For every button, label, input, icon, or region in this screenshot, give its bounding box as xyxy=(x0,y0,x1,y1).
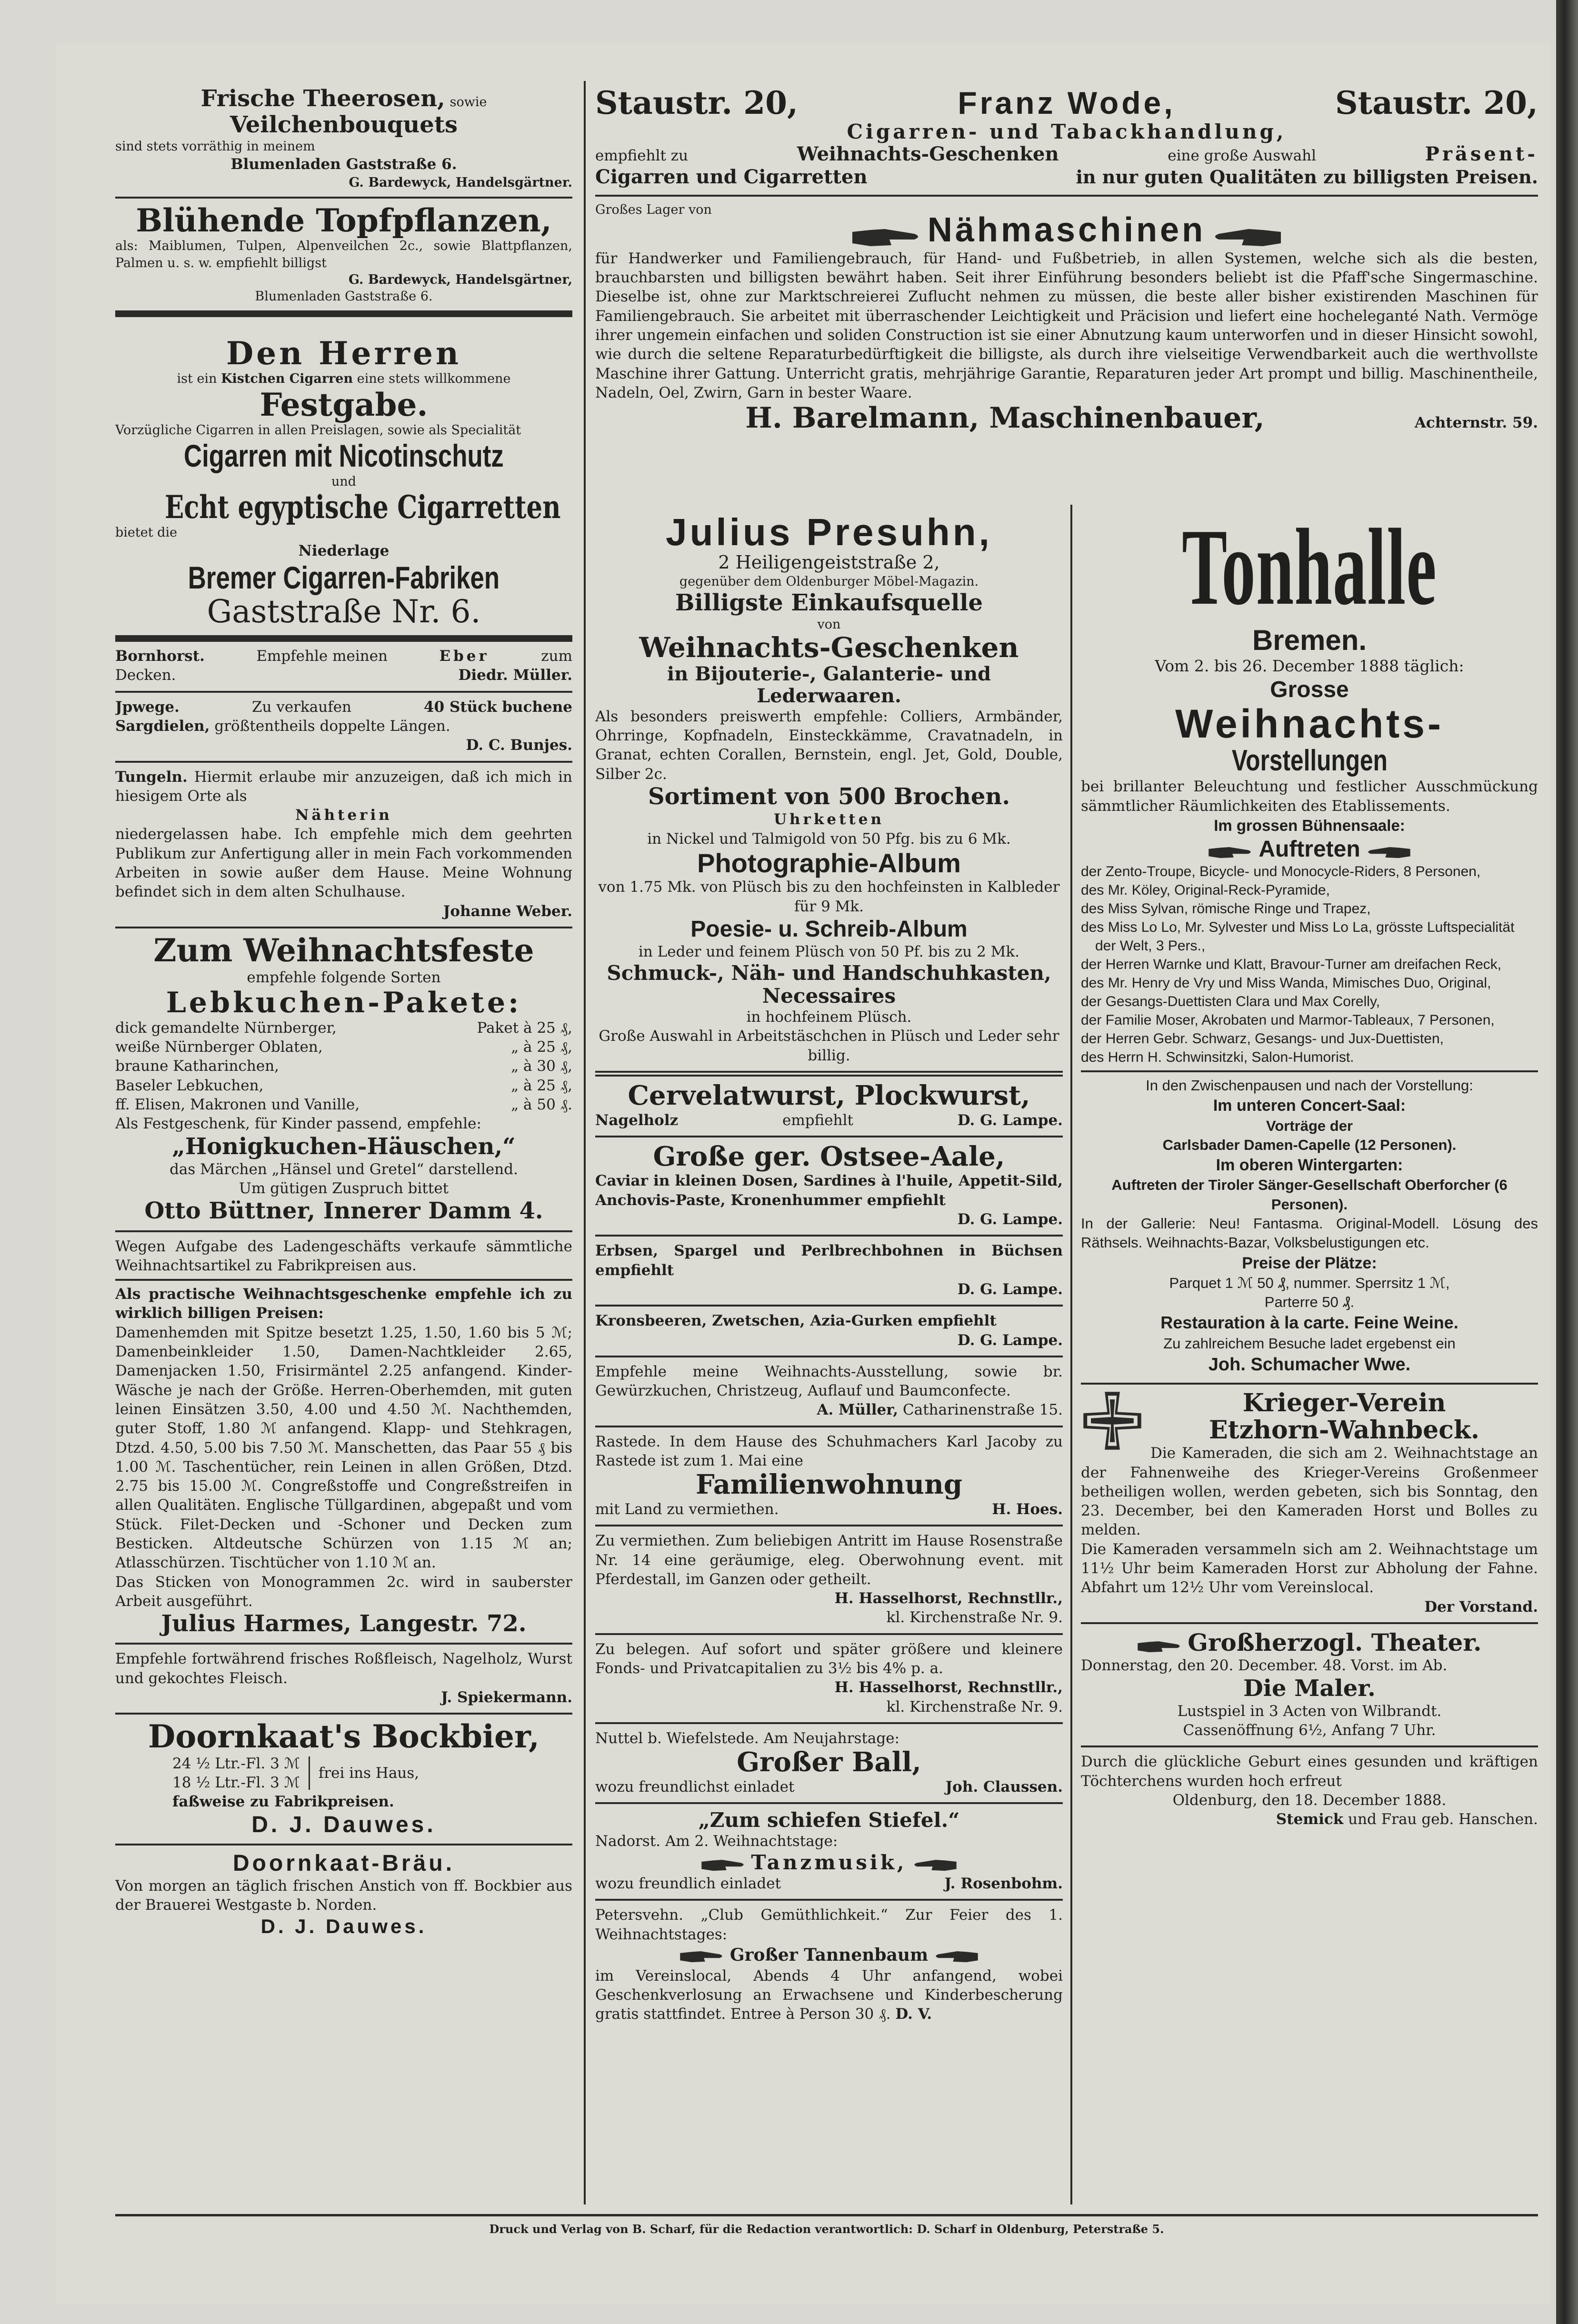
text: Als practische Weihnachtsgeschenke empfehle ich zu wirklich billigen Preisen: xyxy=(115,1286,572,1322)
signature: Joh. Schumacher Wwe. xyxy=(1208,1355,1411,1375)
place: Jpwege. xyxy=(115,698,180,716)
address: Gaststraße Nr. 6. xyxy=(207,593,481,630)
text: Cigarren- und Tabackhandlung, xyxy=(847,120,1287,143)
headline: Großherzogl. Theater. xyxy=(1188,1628,1482,1656)
pointing-hand-icon xyxy=(1137,1639,1183,1654)
imprint-footer: Druck und Verlag von B. Scharf, für die Redaction verantwortlich: D. Scharf in Oldenburg, Peterstraße 5. xyxy=(115,2214,1538,2236)
signature: D. G. Lampe. xyxy=(957,1280,1063,1298)
ad-zu-vermiethen xyxy=(595,1526,1063,1635)
text: Caviar in kleinen Dosen, Sardines à l'huile, Appetit-Sild, Anchovis-Paste, Kronenhummer empfiehlt xyxy=(595,1172,1063,1209)
ad-erbsen xyxy=(595,1237,1063,1307)
text: ist ein xyxy=(177,371,217,387)
text: gegenüber dem Oldenburger Möbel-Magazin. xyxy=(679,574,979,589)
text: eine stets willkommene xyxy=(357,371,511,387)
item-price: „ à 25 ₰, xyxy=(511,1038,572,1056)
place: Tungeln. xyxy=(115,768,188,786)
item-price: „ à 30 ₰, xyxy=(511,1057,572,1075)
signature: D. G. Lampe. xyxy=(957,1111,1063,1129)
text: Rastede. In dem Hause des Schuhmachers Karl Jacoby zu Rastede ist zum 1. Mai eine xyxy=(595,1433,1063,1470)
text: sowie xyxy=(449,95,487,110)
text: Weihnachts-Geschenken xyxy=(797,142,1059,165)
headline: Cervelatwurst, Plockwurst, xyxy=(628,1079,1030,1111)
text: Im unteren Concert-Saal: xyxy=(1213,1097,1406,1115)
text: frei ins Haus, xyxy=(318,1765,419,1782)
ad-topfpflanzen xyxy=(115,199,572,317)
headline: Tanzmusik, xyxy=(751,1850,907,1874)
text: Blumenladen Gaststraße 6. xyxy=(230,156,457,173)
text: mit Land zu vermiethen. xyxy=(595,1500,779,1518)
text: Empfehle fortwährend frisches Roßfleisch, Nagelholz, Wurst und gekochtes Fleisch. xyxy=(115,1650,572,1687)
headline: Sortiment von 500 Brochen. xyxy=(648,783,1010,810)
text: in Bijouterie-, Galanterie- und Lederwaaren. xyxy=(667,662,991,707)
item-name: ff. Elisen, Makronen und Vanille, xyxy=(115,1096,360,1113)
headline: Doornkaat's Bockbier, xyxy=(148,1718,539,1755)
text: Nagelholz xyxy=(595,1111,679,1129)
ad-bockbier xyxy=(115,1715,572,1845)
headline: Familienwohnung xyxy=(696,1469,962,1501)
text: Präsent- xyxy=(1425,142,1538,165)
text: Von morgen an täglich frischen Anstich von ff. Bockbier aus der Brauerei Westgaste b. Norden. xyxy=(115,1877,572,1914)
text: in nur guten Qualitäten zu billigsten Preisen. xyxy=(1076,166,1538,188)
signature: Joh. Claussen. xyxy=(945,1778,1063,1795)
text: Zu vermiethen. Zum beliebigen Antritt im Hause Rosenstraße Nr. 14 eine geräumige, eleg. Oberwohnung event. mit Pferdestall, im Ganzen oder getheilt. xyxy=(595,1532,1063,1588)
headline: Etzhorn-Wahnbeck. xyxy=(1208,1416,1480,1445)
headline: „Honigkuchen-Häuschen,“ xyxy=(172,1133,516,1160)
text: empfiehlt zu xyxy=(595,147,689,164)
text: Kistchen Cigarren xyxy=(221,371,353,387)
headline: Franz Wode, xyxy=(958,85,1176,120)
text: niedergelassen habe. Ich empfehle mich dem geehrten Publikum zur Anfertigung aller in mein Fach vorkommenden Arbeiten in sowie außer dem Hause. Meine Wohnung befindet sich in dem alten Schulhause. xyxy=(115,826,572,901)
text: Bremen. xyxy=(1252,624,1367,656)
signature: H. Hasselhorst, Rechnstllr., xyxy=(834,1590,1063,1607)
text: Die Kameraden versammeln sich am 2. Weihnachtstage um 11½ Uhr beim Kameraden Horst zur Abholung der Fahne. Abfahrt um 12½ Uhr vom Vereinslocal. xyxy=(1081,1540,1538,1596)
signature: D. J. Dauwes. xyxy=(260,1915,427,1937)
column-rule-1 xyxy=(584,81,586,2204)
pointing-hand-icon xyxy=(1208,845,1254,859)
text: Sargdielen, xyxy=(115,717,210,735)
ad-theerosen xyxy=(115,81,572,199)
item-price: Paket à 25 ₰, xyxy=(477,1019,572,1037)
item-name: dick gemandelte Nürnberger, xyxy=(115,1019,337,1037)
signature: Der Vorstand. xyxy=(1424,1598,1538,1616)
headline: Tonhalle xyxy=(1182,508,1437,628)
column-middle xyxy=(595,508,1063,2208)
text: in hochfeinem Plüsch. xyxy=(746,1008,912,1026)
ad-mueller xyxy=(595,1357,1063,1427)
text: 24 ½ Ltr.-Fl. 3 ℳ xyxy=(172,1755,300,1772)
headline: Festgabe. xyxy=(260,386,428,423)
ad-bornhorst xyxy=(115,642,572,693)
signature: D. G. Lampe. xyxy=(957,1331,1063,1349)
text: Hiermit erlaube mir anzuzeigen, daß ich mich in hiesigem Orte als xyxy=(115,768,572,805)
signature: J. Rosenbohm. xyxy=(944,1875,1063,1892)
ad-doornkaat-braeu xyxy=(115,1845,572,1944)
ad-cervelatwurst xyxy=(595,1075,1063,1137)
ad-tanzmusik xyxy=(595,1804,1063,1901)
act-item: der Familie Moser, Akrobaten und Marmor-Tableaux, 7 Personen, xyxy=(1081,1012,1495,1028)
signature: A. Müller, xyxy=(817,1401,899,1419)
act-item: der Zento-Troupe, Bicycle- und Monocycle-Riders, 8 Personen, xyxy=(1081,864,1481,880)
headline: Auftreten xyxy=(1258,836,1360,862)
text: Als besonders preiswerth empfehle: Colliers, Armbänder, Ohrringe, Kopfnadeln, Einsteckkämme, Cravatnadeln, in Granat, echten Corallen, Bernstein, engl. Jet, Gold, Double, Silber 2c. xyxy=(595,708,1063,783)
headline: Billigste Einkaufsquelle xyxy=(675,589,983,616)
column-left xyxy=(115,81,572,2208)
headline: Weihnachts-Geschenken xyxy=(639,631,1019,664)
text: Zu verkaufen xyxy=(251,698,352,716)
text: Niederlage xyxy=(298,542,390,559)
text: 18 ½ Ltr.-Fl. 3 ℳ xyxy=(172,1774,300,1792)
act-item: des Miss Sylvan, römische Ringe und Trapez, xyxy=(1081,901,1371,917)
ad-naehmaschinen xyxy=(595,197,1538,440)
ad-ipwege xyxy=(115,693,572,763)
signature: J. Spiekermann. xyxy=(441,1688,572,1706)
ad-krieger-verein xyxy=(1081,1385,1538,1624)
text: Im oberen Wintergarten: xyxy=(1216,1156,1403,1175)
text: Donnerstag, den 20. December. 48. Vorst. im Ab. xyxy=(1081,1657,1448,1675)
ad-rastede xyxy=(595,1427,1063,1526)
text: Große Auswahl in Arbeitstäschchen in Plüsch und Leder sehr billig. xyxy=(599,1027,1059,1064)
signature: H. Hasselhorst, Rechnstllr., xyxy=(834,1679,1063,1696)
text: In der Gallerie: Neu! Fantasma. Original-Modell. Lösung des Räthsels. Weihnachts-Bazar, Volksbelustigungen etc. xyxy=(1081,1215,1538,1251)
headline: Necessaires xyxy=(762,984,896,1007)
text: Petersvehn. „Club Gemüthlichkeit.“ Zur Feier des 1. Weihnachtstages: xyxy=(595,1906,1063,1943)
ad-cigarren xyxy=(115,317,572,642)
signature: D. V. xyxy=(895,2005,932,2023)
ad-theater xyxy=(1081,1624,1538,1748)
ad-grosser-ball xyxy=(595,1724,1063,1804)
ad-tonhalle xyxy=(1081,508,1538,1385)
headline: Frische Theerosen, xyxy=(200,85,445,112)
text: Zu belegen. Auf sofort und später größere und kleinere Fonds- und Privatcapitalien zu 3½ bis 4% p. a. xyxy=(595,1640,1063,1677)
place: Bornhorst. xyxy=(115,648,205,665)
act-item: des Mr. Henry de Vry und Miss Wanda, Mimisches Duo, Original, xyxy=(1081,975,1491,991)
signature: Julius Harmes, Langestr. 72. xyxy=(161,1610,527,1637)
text: Lustspiel in 3 Acten von Wilbrandt. xyxy=(1177,1702,1442,1720)
act-item: der Herren Warnke und Klatt, Bravour-Turner am dreifachen Reck, xyxy=(1081,957,1502,973)
text: in Leder und feinem Plüsch von 50 Pf. bis zu 2 Mk. xyxy=(638,943,1020,961)
column-rule-2 xyxy=(1070,505,1072,2204)
text: empfiehlt xyxy=(782,1111,853,1129)
text: Cigarren und Cigarretten xyxy=(595,166,868,189)
text: im Vereinslocal, Abends 4 Uhr anfangend, wobei Geschenkverlosung an Erwachsene und Kinderbescherung gratis stattfindet. Entree à Person 30 ₰. xyxy=(595,1967,1063,2023)
item-price: „ à 25 ₰, xyxy=(511,1077,572,1094)
text: größtentheils doppelte Längen. xyxy=(214,717,450,735)
text: für Handwerker und Familiengebrauch, für Hand- und Fußbetrieb, in allen Systemen, welche sich als die besten, brauchbarsten und billigsten bewährt haben. Seit ihrer Einführung besonders beliebt ist die Pfaff'sche Singermaschine. Dieselbe ist, ohne zur Marktschreierei Zuflucht nehmen zu müssen, die beste aller bisher existirenden Maschinen für Familiengebrauch. Sie arbeitet mit überraschender Leichtigkeit und Präcision und liefert eine hocheleganté Nath. Vermöge ihrer ungemein einfachen und soliden Construction ist sie einer Abnutzung kaum unterworfen und in dieser Hinsicht sowohl, wie durch die seltene Reparaturbedürftigkeit die billigste, als durch ihre vielseitige Verwendbarkeit auch die werthvollste Maschine ihrer Gattung. Unterricht gratis, mehrjährige Garantie, Reparaturen jeder Art prompt und billig. Maschinentheile, Nadeln, Oel, Zwirn, Garn in bester Waare. xyxy=(595,249,1538,401)
act-item: des Herrn H. Schwinsitzki, Salon-Humorist. xyxy=(1081,1049,1354,1066)
text: von 1.75 Mk. von Plüsch bis zu den hochfeinsten in Kalbleder für 9 Mk. xyxy=(598,878,1060,915)
text: Nähterin xyxy=(295,807,392,824)
address: 2 Heiligengeiststraße 2, xyxy=(718,552,940,573)
act-item: des Mr. Köley, Original-Reck-Pyramide, xyxy=(1081,882,1330,898)
act-item: der Gesangs-Duettisten Clara und Max Corelly, xyxy=(1081,994,1380,1010)
text: Parterre 50 ₰. xyxy=(1264,1294,1355,1311)
address: Staustr. 20, xyxy=(1335,84,1538,121)
ad-presuhn xyxy=(595,508,1063,1073)
text: wozu freundlichst einladet xyxy=(595,1778,795,1795)
ad-tungeln xyxy=(115,763,572,928)
signature: Stemick xyxy=(1276,1811,1344,1828)
text: als: Maiblumen, Tulpen, Alpenveilchen 2c., sowie Blattpflanzen, Palmen u. s. w. empfiehlt billigst xyxy=(115,239,572,270)
ad-kronsbeeren xyxy=(595,1307,1063,1357)
text: Cassenöffnung 6½, Anfang 7 Uhr. xyxy=(1183,1722,1436,1739)
act-item: des Miss Lo Lo, Mr. Sylvester und Miss Lo La, grösste Luftspecialität der Welt, 3 Pers., xyxy=(1081,919,1515,954)
headline: Echt egyptische Cigarretten xyxy=(164,488,561,526)
headline: Zum Weihnachtsfeste xyxy=(153,931,534,969)
text: Großes Lager von xyxy=(595,202,712,217)
column-right xyxy=(1081,508,1538,2208)
act-item: der Herren Gebr. Schwarz, Gesangs- und Jux-Duettisten, xyxy=(1081,1031,1444,1047)
pointing-hand-icon xyxy=(679,1949,725,1964)
headline: Große ger. Ostsee-Aale, xyxy=(653,1140,1005,1172)
headline: Den Herren xyxy=(226,334,462,372)
text: Kronsbeeren, Zwetschen, Azia-Gurken empfiehlt xyxy=(595,1312,997,1330)
signature: D. C. Bunjes. xyxy=(466,737,572,754)
text: Wegen Aufgabe des Ladengeschäfts verkaufe sämmtliche Weihnachtsartikel zu Fabrikpreisen aus. xyxy=(115,1237,572,1274)
signature: G. Bardewyck, Handelsgärtner, xyxy=(348,272,572,287)
item-name: Baseler Lebkuchen, xyxy=(115,1077,264,1094)
headline: Großer Ball, xyxy=(737,1746,921,1778)
headline: Schmuck-, Näh- und Handschuhkasten, xyxy=(607,961,1051,985)
text: Vorträge der xyxy=(1266,1117,1353,1134)
text: Restauration à la carte. Feine Weine. xyxy=(1160,1313,1458,1333)
text: Im grossen Bühnensaale: xyxy=(1214,817,1405,835)
text: Preise der Plätze: xyxy=(1242,1254,1377,1272)
text: Nadorst. Am 2. Weihnachtstage: xyxy=(595,1833,838,1850)
item-name: weiße Nürnberger Oblaten, xyxy=(115,1038,323,1056)
act-list xyxy=(1081,862,1538,1067)
text: Oldenburg, den 18. December 1888. xyxy=(1172,1792,1447,1809)
text: bietet die xyxy=(115,525,178,540)
text: Auftreten der Tiroler Sänger-Gesellschaft Oberforcher (6 Personen). xyxy=(1111,1177,1508,1213)
ad-zu-belegen xyxy=(595,1635,1063,1724)
text: Vorzügliche Cigarren in allen Preislagen, sowie als Specialität xyxy=(115,423,521,438)
text: faßweise zu Fabrikpreisen. xyxy=(172,1793,394,1811)
ad-geburt xyxy=(1081,1747,1538,1835)
text: das Märchen „Hänsel und Gretel“ darstellend. xyxy=(170,1160,518,1178)
text: 40 Stück buchene xyxy=(424,698,572,716)
text: In den Zwischenpausen und nach der Vorstellung: xyxy=(1146,1077,1473,1094)
text: Uhrketten xyxy=(773,811,884,828)
signature: Diedr. Müller. xyxy=(458,667,572,684)
text: Grosse xyxy=(1270,677,1349,702)
text: Empfehle meinen xyxy=(256,648,388,665)
signature: Otto Büttner, Innerer Damm 4. xyxy=(144,1197,543,1225)
ad-weihnachtsfeste xyxy=(115,928,572,1232)
headline: Großer Tannenbaum xyxy=(729,1945,929,1965)
headline: Nähmaschinen xyxy=(927,210,1206,249)
pointing-hand-icon xyxy=(1365,845,1411,859)
text: empfehle folgende Sorten xyxy=(247,968,441,986)
headline: Die Maler. xyxy=(1243,1675,1376,1702)
signature: Johanne Weber. xyxy=(443,902,572,920)
address: kl. Kirchenstraße Nr. 9. xyxy=(886,1698,1063,1716)
headline: Bremer Cigarren-Fabriken xyxy=(188,559,500,595)
text: eine große Auswahl xyxy=(1168,147,1317,164)
ad-tannenbaum xyxy=(595,1901,1063,2029)
signature: D. G. Lampe. xyxy=(957,1211,1063,1228)
price-row xyxy=(115,1076,572,1095)
ad-ostsee-aale xyxy=(595,1137,1063,1237)
text: Erbsen, Spargel und Perlbrechbohnen in Büchsen empfiehlt xyxy=(595,1242,1063,1279)
text: in Nickel und Talmigold von 50 Pfg. bis zu 6 Mk. xyxy=(647,830,1011,848)
headline: Vorstellungen xyxy=(1231,744,1388,778)
item-price: „ à 50 ₰. xyxy=(511,1096,572,1113)
text: Vom 2. bis 26. December 1888 täglich: xyxy=(1155,657,1464,675)
address: kl. Kirchenstraße Nr. 9. xyxy=(886,1609,1063,1626)
pointing-hand-icon xyxy=(1210,226,1282,248)
text: von xyxy=(817,617,841,632)
headline: Krieger-Verein xyxy=(1242,1388,1446,1417)
headline: Lebkuchen-Pakete: xyxy=(166,986,522,1019)
headline: Photographie-Album xyxy=(697,848,961,878)
text: Parquet 1 ℳ 50 ₰, nummer. Sperrsitz 1 ℳ, xyxy=(1169,1274,1450,1291)
signature: H. Hoes. xyxy=(992,1500,1063,1518)
signature: G. Bardewyck, Handelsgärtner. xyxy=(349,175,572,190)
address: Staustr. 20, xyxy=(595,84,799,121)
address: Achternstr. 59. xyxy=(1414,414,1538,432)
text: wozu freundlich einladet xyxy=(595,1875,781,1892)
text: Damenhemden mit Spitze besetzt 1.25, 1.50, 1.60 bis 5 ℳ; Damenbeinkleider 1.50, Damen-Nachtkleider 2.65, Damenjacken 1.50, Frisirmäntel 2.25 anfangend. Kinder-Wäsche je nach der Größe. Herren-Oberhemden, mit guten leinen Einsätzen 3.50, 4.00 und 4.50 ℳ. Nachthemden, guter Stoff, 1.80 ℳ anfangend. Klapp- und Stehkragen, Dtzd. 4.50, 5.00 bis 7.50 ℳ. Manschetten, das Paar 55 ₰ bis 1.00 ℳ. Taschentücher, rein Leinen in allen Größen, Dtzd. 2.75 bis 15.00 ℳ. Congreßstoffe und Congreßstreifen in allen Qualitäten. Englische Tüllgardinen, abgepaßt und vom Stück. Filet-Decken und -Schoner und Decken zum Besticken. Altdeutsche Schürzen von 1.15 ℳ an; Atlasschürzen. Tischtücher von 1.10 ℳ an. xyxy=(115,1324,572,1572)
price-row xyxy=(115,1037,572,1057)
ad-franz-wode xyxy=(595,81,1538,197)
headline: Weihnachts- xyxy=(1175,701,1444,747)
headline: Cigarren mit Nicotinschutz xyxy=(184,438,504,474)
pointing-hand-icon xyxy=(701,1858,747,1872)
text: Empfehle meine Weihnachts-Ausstellung, sowie br. Gewürzkuchen, Christzeug, Auflauf und Baumconfecte. xyxy=(595,1363,1063,1400)
price-row xyxy=(115,1057,572,1076)
text: Die Kameraden, die sich am 2. Weihnachtstage an der Fahnenweihe des Krieger-Vereins Großenmeer betheiligen wollen, werden gebeten, sich bis Sonntag, den 23. December, bei den Kameraden Horst und Bolles zu melden. xyxy=(1081,1445,1538,1539)
iron-cross-icon xyxy=(1081,1389,1144,1452)
text: sind stets vorräthig in meinem xyxy=(115,139,315,154)
text: Blumenladen Gaststraße 6. xyxy=(255,289,433,304)
text: Nuttel b. Wiefelstede. Am Neujahrstage: xyxy=(595,1729,900,1747)
text: bei brillanter Beleuchtung und festlicher Ausschmückung sämmtlicher Räumlichkeiten des Etablissements. xyxy=(1081,778,1538,815)
text: und xyxy=(331,474,357,489)
text: Als Festgeschenk, für Kinder passend, empfehle: xyxy=(115,1115,481,1133)
top-spanning-ads xyxy=(595,81,1538,505)
price-row xyxy=(115,1095,572,1114)
headline: „Zum schiefen Stiefel.“ xyxy=(698,1808,960,1832)
signature: H. Barelmann, Maschinenbauer, xyxy=(745,401,1265,435)
headline: Veilchenbouquets xyxy=(230,111,458,139)
text: Eber xyxy=(439,648,489,665)
headline: Poesie- u. Schreib-Album xyxy=(690,917,968,942)
address: Catharinenstraße 15. xyxy=(903,1401,1063,1419)
text: Das Sticken von Monogrammen 2c. wird in sauberster Arbeit ausgeführt. xyxy=(115,1573,572,1610)
headline: Julius Presuhn, xyxy=(666,511,992,553)
binding-edge xyxy=(1556,0,1578,2324)
text: und Frau geb. Hanschen. xyxy=(1348,1811,1538,1828)
headline: Doornkaat-Bräu. xyxy=(232,1850,455,1876)
pointing-hand-icon xyxy=(851,226,923,248)
headline: Blühende Topfpflanzen, xyxy=(136,201,552,239)
text: Zu zahlreichem Besuche ladet ergebenst ein xyxy=(1163,1335,1456,1352)
text: Um gütigen Zuspruch bittet xyxy=(239,1180,449,1197)
pointing-hand-icon xyxy=(911,1858,957,1872)
text: zum xyxy=(541,648,572,665)
text: Decken. xyxy=(115,667,176,684)
ad-harmes xyxy=(115,1232,572,1645)
price-list xyxy=(115,1018,572,1114)
text: Carlsbader Damen-Capelle (12 Personen). xyxy=(1162,1136,1457,1153)
signature: D. J. Dauwes. xyxy=(251,1812,436,1837)
item-name: braune Katharinchen, xyxy=(115,1057,280,1075)
ad-spiekermann xyxy=(115,1645,572,1715)
text: Durch die glückliche Geburt eines gesunden und kräftigen Töchterchens wurden hoch erfreut xyxy=(1081,1753,1538,1790)
price-row xyxy=(115,1018,572,1037)
pointing-hand-icon xyxy=(933,1949,979,1964)
